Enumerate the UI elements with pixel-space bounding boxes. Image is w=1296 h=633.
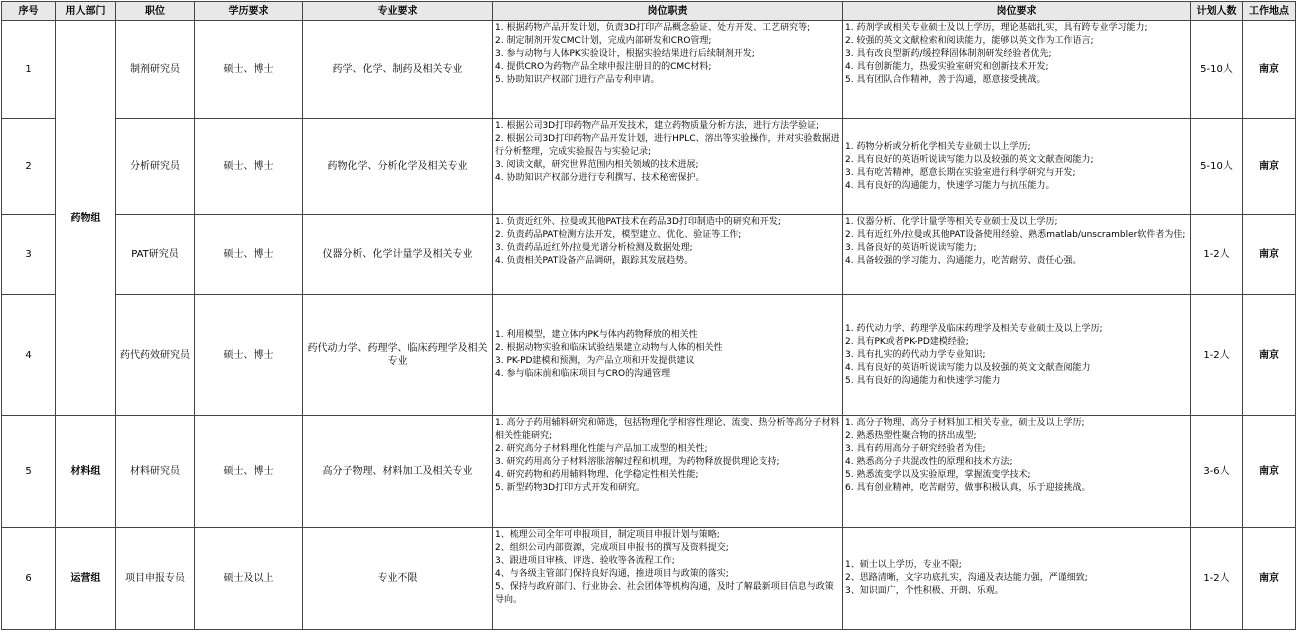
- requirement-line: 4. 熟悉高分子共混改性的原理和技术方法;: [845, 457, 1013, 467]
- table-row: [2, 295, 1296, 416]
- duty-line: 4. 协助知识产权部分进行专利撰写、技术秘密保护。: [495, 173, 705, 183]
- major-cell: 高分子物理、材料加工及相关专业: [303, 416, 493, 528]
- requirement-line: 5. 熟悉流变学以及实验原理，掌握流变学技术;: [845, 470, 1031, 480]
- requirement-line: 3. 具有扎实的药代动力学专业知识;: [845, 349, 986, 360]
- duty-line: 4. 参与临床前和临床项目与CRO的沟通管理: [495, 369, 671, 379]
- requirement-line: 1. 药代动力学、药理学及临床药理学及相关专业硕士及以上学历;: [845, 323, 1103, 334]
- duty-line: 3、跟进项目审核、评选、验收等各流程工作;: [495, 556, 675, 566]
- duty-line: 3. 阅读文献，研究世界范围内相关领域的技术进展;: [495, 160, 699, 170]
- duty-line: 5. 新型药物3D打印方式开发和研究。: [495, 483, 646, 493]
- duty-line: 2. 负责药品PAT检测方法开发，模型建立、优化、验证等工作;: [495, 230, 742, 240]
- requirements-cell: [843, 528, 1191, 630]
- header-index: 序号: [2, 2, 56, 21]
- header-dept: 用人部门: [56, 2, 116, 21]
- table-row: [2, 21, 1296, 119]
- location-cell: 南京: [1243, 21, 1296, 119]
- requirement-line: 6. 具有创业精神，吃苦耐劳，做事积极认真，乐于迎接挑战。: [845, 483, 1091, 493]
- headcount-cell: 5-10人: [1191, 119, 1243, 215]
- requirement-line: 4. 具备较强的学习能力、沟通能力，吃苦耐劳、责任心强。: [845, 256, 1082, 266]
- row-index: 1: [2, 21, 56, 119]
- headcount-cell: 1-2人: [1191, 528, 1243, 630]
- job-table: [1, 1, 1296, 630]
- duties-cell: [493, 119, 843, 215]
- requirement-line: 2. 具有PK或者PK-PD建模经验;: [845, 336, 969, 347]
- requirement-line: 1. 药剂学或相关专业硕士及以上学历，理论基础扎实，具有跨专业学习能力;: [845, 23, 1148, 33]
- header-duties: 岗位职责: [493, 2, 843, 21]
- requirement-line: 2. 较强的英文文献检索和阅读能力，能够以英文作为工作语言;: [845, 36, 1094, 46]
- table-row: [2, 416, 1296, 528]
- row-index: 6: [2, 528, 56, 630]
- requirement-line: 1. 仪器分析、化学计量学等相关专业硕士及以上学历;: [845, 217, 1058, 227]
- major-cell: 药物化学、分析化学及相关专业: [303, 119, 493, 215]
- header-row: [2, 2, 1296, 21]
- header-requirements: 岗位要求: [843, 2, 1191, 21]
- requirements-cell: [843, 215, 1191, 295]
- duty-line: 4. 提供CRO为药物产品全球申报注册目的的CMC材料;: [495, 62, 712, 72]
- duty-line: 3. 研究药用高分子材料溶胀溶解过程和机理，为药物释放提供理论支持;: [495, 457, 780, 467]
- headcount-cell: 1-2人: [1191, 295, 1243, 416]
- requirement-line: 4. 具有良好的英语听说读写能力以及较强的英文文献查阅能力: [845, 362, 1091, 373]
- duties-cell: [493, 416, 843, 528]
- duty-line: 3. 负责药品近红外/拉曼光谱分析检测及数据处理;: [495, 243, 693, 253]
- requirements-cell: [843, 416, 1191, 528]
- position-cell: 材料研究员: [116, 416, 195, 528]
- duty-line: 3. 参与动物与人体PK实验设计，根据实验结果进行后续制剂开发;: [495, 49, 755, 59]
- position-cell: 分析研究员: [116, 119, 195, 215]
- requirements-cell: [843, 21, 1191, 119]
- duty-line: 2. 根据公司3D打印药物产品开发计划，进行HPLC、溶出等实验操作，并对实验数据进行分析整理，完成实验报告与实验记录;: [495, 134, 840, 157]
- requirements-cell: [843, 119, 1191, 215]
- table-row: [2, 528, 1296, 630]
- requirement-line: 1. 高分子物理、高分子材料加工相关专业，硕士及以上学历;: [845, 418, 1085, 428]
- major-cell: 药学、化学、制药及相关专业: [303, 21, 493, 119]
- requirement-line: 3. 具有吃苦精神，愿意长期在实验室进行科学研究与开发;: [845, 167, 1076, 178]
- requirement-line: 2、思路清晰，文字功底扎实，沟通及表达能力强，严谨细致;: [845, 573, 1088, 583]
- requirement-line: 3. 具有改良型新药/缓控释固体制剂研发经验者优先;: [845, 49, 1052, 59]
- duty-line: 1. 利用模型，建立体内PK与体内药物释放的相关性: [495, 330, 698, 340]
- table-row: [2, 119, 1296, 215]
- education-cell: 硕士、博士: [195, 295, 303, 416]
- duties-cell: [493, 295, 843, 416]
- duties-cell: [493, 21, 843, 119]
- duty-line: 1. 负责近红外、拉曼或其他PAT技术在药品3D打印制造中的研究和开发;: [495, 217, 781, 227]
- row-index: 3: [2, 215, 56, 295]
- header-position: 职位: [116, 2, 195, 21]
- requirement-line: 2. 熟悉热塑性聚合物的挤出成型;: [845, 431, 977, 441]
- education-cell: 硕士、博士: [195, 21, 303, 119]
- duty-line: 3. PK-PD建模和预测，为产品立项和开发提供建议: [495, 356, 695, 366]
- education-cell: 硕士、博士: [195, 215, 303, 295]
- row-index: 4: [2, 295, 56, 416]
- location-cell: 南京: [1243, 215, 1296, 295]
- education-cell: 硕士、博士: [195, 119, 303, 215]
- header-location: 工作地点: [1243, 2, 1296, 21]
- row-index: 5: [2, 416, 56, 528]
- requirement-line: 3、知识面广，个性积极、开朗、乐观。: [845, 586, 1004, 596]
- duty-line: 4. 研究药物和药用辅料物理、化学稳定性相关性能;: [495, 470, 699, 480]
- headcount-cell: 3-6人: [1191, 416, 1243, 528]
- major-cell: 药代动力学、药理学、临床药理学及相关专业: [303, 295, 493, 416]
- requirement-line: 4. 具有创新能力，热爱实验室研究和创新技术开发;: [845, 62, 1049, 72]
- headcount-cell: 5-10人: [1191, 21, 1243, 119]
- requirement-line: 1. 药物分析或分析化学相关专业硕士以上学历;: [845, 141, 1031, 152]
- location-cell: 南京: [1243, 416, 1296, 528]
- table-row: [2, 215, 1296, 295]
- duty-line: 4、与各级主管部门保持良好沟通，推进项目与政策的落实;: [495, 569, 729, 579]
- position-cell: 项目申报专员: [116, 528, 195, 630]
- duty-line: 4. 负责相关PAT设备产品调研，跟踪其发展趋势。: [495, 256, 694, 266]
- location-cell: 南京: [1243, 295, 1296, 416]
- duty-line: 1. 高分子药用辅料研究和筛选，包括物理化学相容性理论、流变、热分析等高分子材料相关性能研究;: [495, 418, 840, 441]
- requirement-line: 4. 具有良好的沟通能力，快速学习能力与抗压能力。: [845, 180, 1055, 191]
- row-index: 2: [2, 119, 56, 215]
- header-education: 学历要求: [195, 2, 303, 21]
- duty-line: 2. 根据动物实验和临床试验结果建立动物与人体的相关性: [495, 343, 723, 353]
- headcount-cell: 1-2人: [1191, 215, 1243, 295]
- requirement-line: 5. 具有良好的沟通能力和快速学习能力: [845, 375, 1001, 386]
- duty-line: 1、梳理公司全年可申报项目，制定项目申报计划与策略;: [495, 530, 720, 540]
- position-cell: PAT研究员: [116, 215, 195, 295]
- requirements-cell: [843, 295, 1191, 416]
- location-cell: 南京: [1243, 528, 1296, 630]
- requirement-line: 1、硕士以上学历，专业不限;: [845, 560, 962, 570]
- duty-line: 5. 协助知识产权部门进行产品专利申请。: [495, 75, 660, 85]
- dept-cell: 药物组: [56, 21, 116, 416]
- duty-line: 2. 研究高分子材料理化性能与产品加工成型的相关性;: [495, 444, 708, 454]
- requirement-line: 3. 具有药用高分子研究经验者为佳;: [845, 444, 986, 454]
- requirement-line: 2. 具有近红外/拉曼或其他PAT设备使用经验、熟悉matlab/unscrambler软件者为佳;: [845, 230, 1186, 240]
- duties-cell: [493, 215, 843, 295]
- requirement-line: 3. 具备良好的英语听说读写能力;: [845, 243, 977, 253]
- header-headcount: 计划人数: [1191, 2, 1243, 21]
- header-major: 专业要求: [303, 2, 493, 21]
- duty-line: 5、保持与政府部门、行业协会、社会团体等机构沟通，及时了解最新项目信息与政策导向。: [495, 582, 834, 605]
- duties-cell: [493, 528, 843, 630]
- education-cell: 硕士及以上: [195, 528, 303, 630]
- requirement-line: 2. 具有良好的英语听说读写能力以及较强的英文文献查阅能力;: [845, 154, 1094, 165]
- dept-cell: 材料组: [56, 416, 116, 528]
- major-cell: 仪器分析、化学计量学及相关专业: [303, 215, 493, 295]
- major-cell: 专业不限: [303, 528, 493, 630]
- duty-line: 2、组织公司内部资源，完成项目申报书的撰写及资料提交;: [495, 543, 729, 553]
- location-cell: 南京: [1243, 119, 1296, 215]
- duty-line: 1. 根据公司3D打印药物产品开发技术，建立药物质量分析方法，进行方法学验证;: [495, 121, 820, 131]
- requirement-line: 5. 具有团队合作精神，善于沟通，愿意接受挑战。: [845, 75, 1046, 85]
- education-cell: 硕士、博士: [195, 416, 303, 528]
- position-cell: 制剂研究员: [116, 21, 195, 119]
- dept-cell: 运营组: [56, 528, 116, 630]
- position-cell: 药代药效研究员: [116, 295, 195, 416]
- duty-line: 1. 根据药物产品开发计划，负责3D打印产品概念验证、处方开发、工艺研究等;: [495, 23, 811, 33]
- duty-line: 2. 制定制剂开发CMC计划，完成内部研发和CRO管理;: [495, 36, 712, 46]
